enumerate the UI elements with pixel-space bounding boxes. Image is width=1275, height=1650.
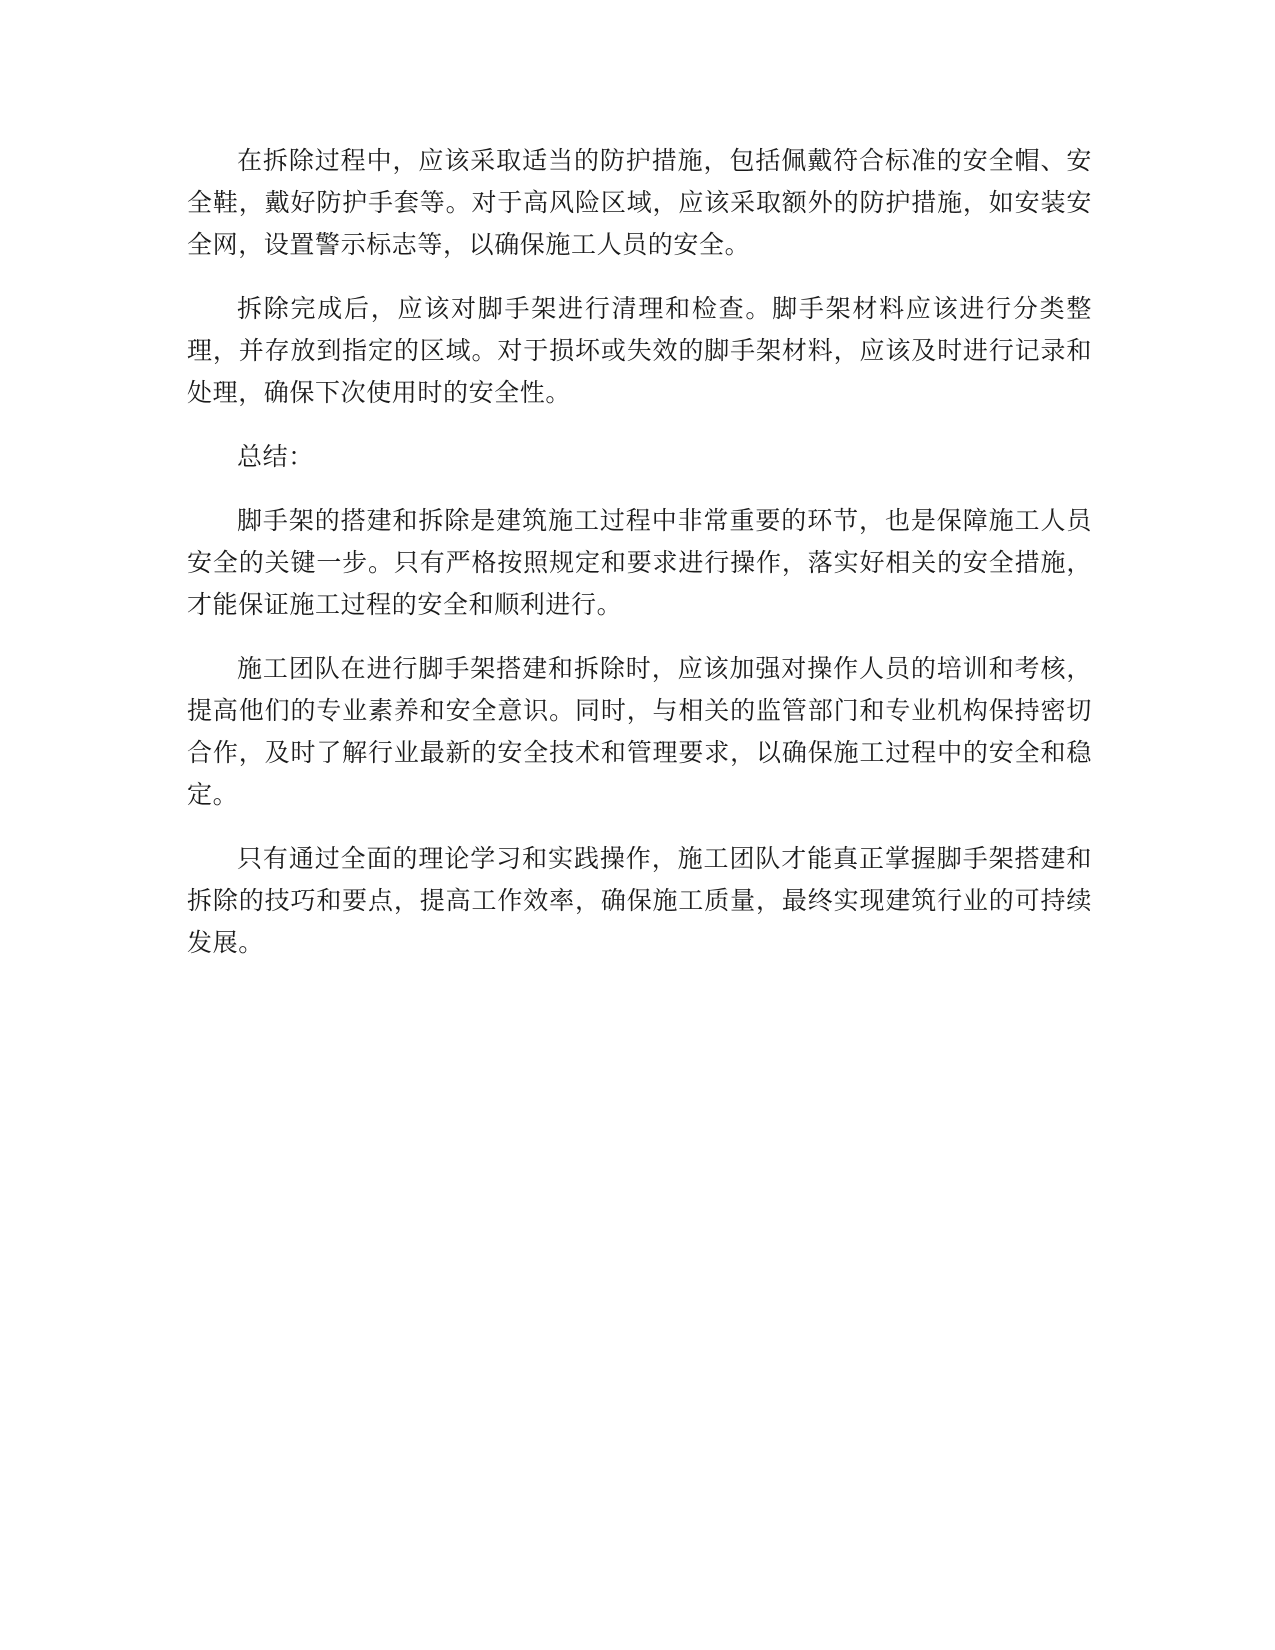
paragraph-post-dismantling-inspection: 拆除完成后，应该对脚手架进行清理和检查。脚手架材料应该进行分类整理，并存放到指定的区域。对于损坏或失效的脚手架材料，应该及时进行记录和处理，确保下次使用时的安全性。: [187, 294, 1092, 407]
paragraph-summary-importance: 脚手架的搭建和拆除是建筑施工过程中非常重要的环节，也是保障施工人员安全的关键一步。只有严格按照规定和要求进行操作，落实好相关的安全措施，才能保证施工过程的安全和顺利进行。: [187, 506, 1092, 619]
paragraph-conclusion: 只有通过全面的理论学习和实践操作，施工团队才能真正掌握脚手架搭建和拆除的技巧和要点，提高工作效率，确保施工质量，最终实现建筑行业的可持续发展。: [187, 844, 1092, 957]
paragraph-team-training: 施工团队在进行脚手架搭建和拆除时，应该加强对操作人员的培训和考核，提高他们的专业素养和安全意识。同时，与相关的监管部门和专业机构保持密切合作，及时了解行业最新的安全技术和管理要求，以确保施工过程中的安全和稳定。: [187, 654, 1092, 809]
paragraph-summary-heading: 总结：: [237, 442, 314, 471]
document-body: [187, 140, 1092, 986]
paragraph-dismantling-protection: 在拆除过程中，应该采取适当的防护措施，包括佩戴符合标准的安全帽、安全鞋，戴好防护手套等。对于高风险区域，应该采取额外的防护措施，如安装安全网，设置警示标志等，以确保施工人员的安全。: [187, 146, 1092, 259]
